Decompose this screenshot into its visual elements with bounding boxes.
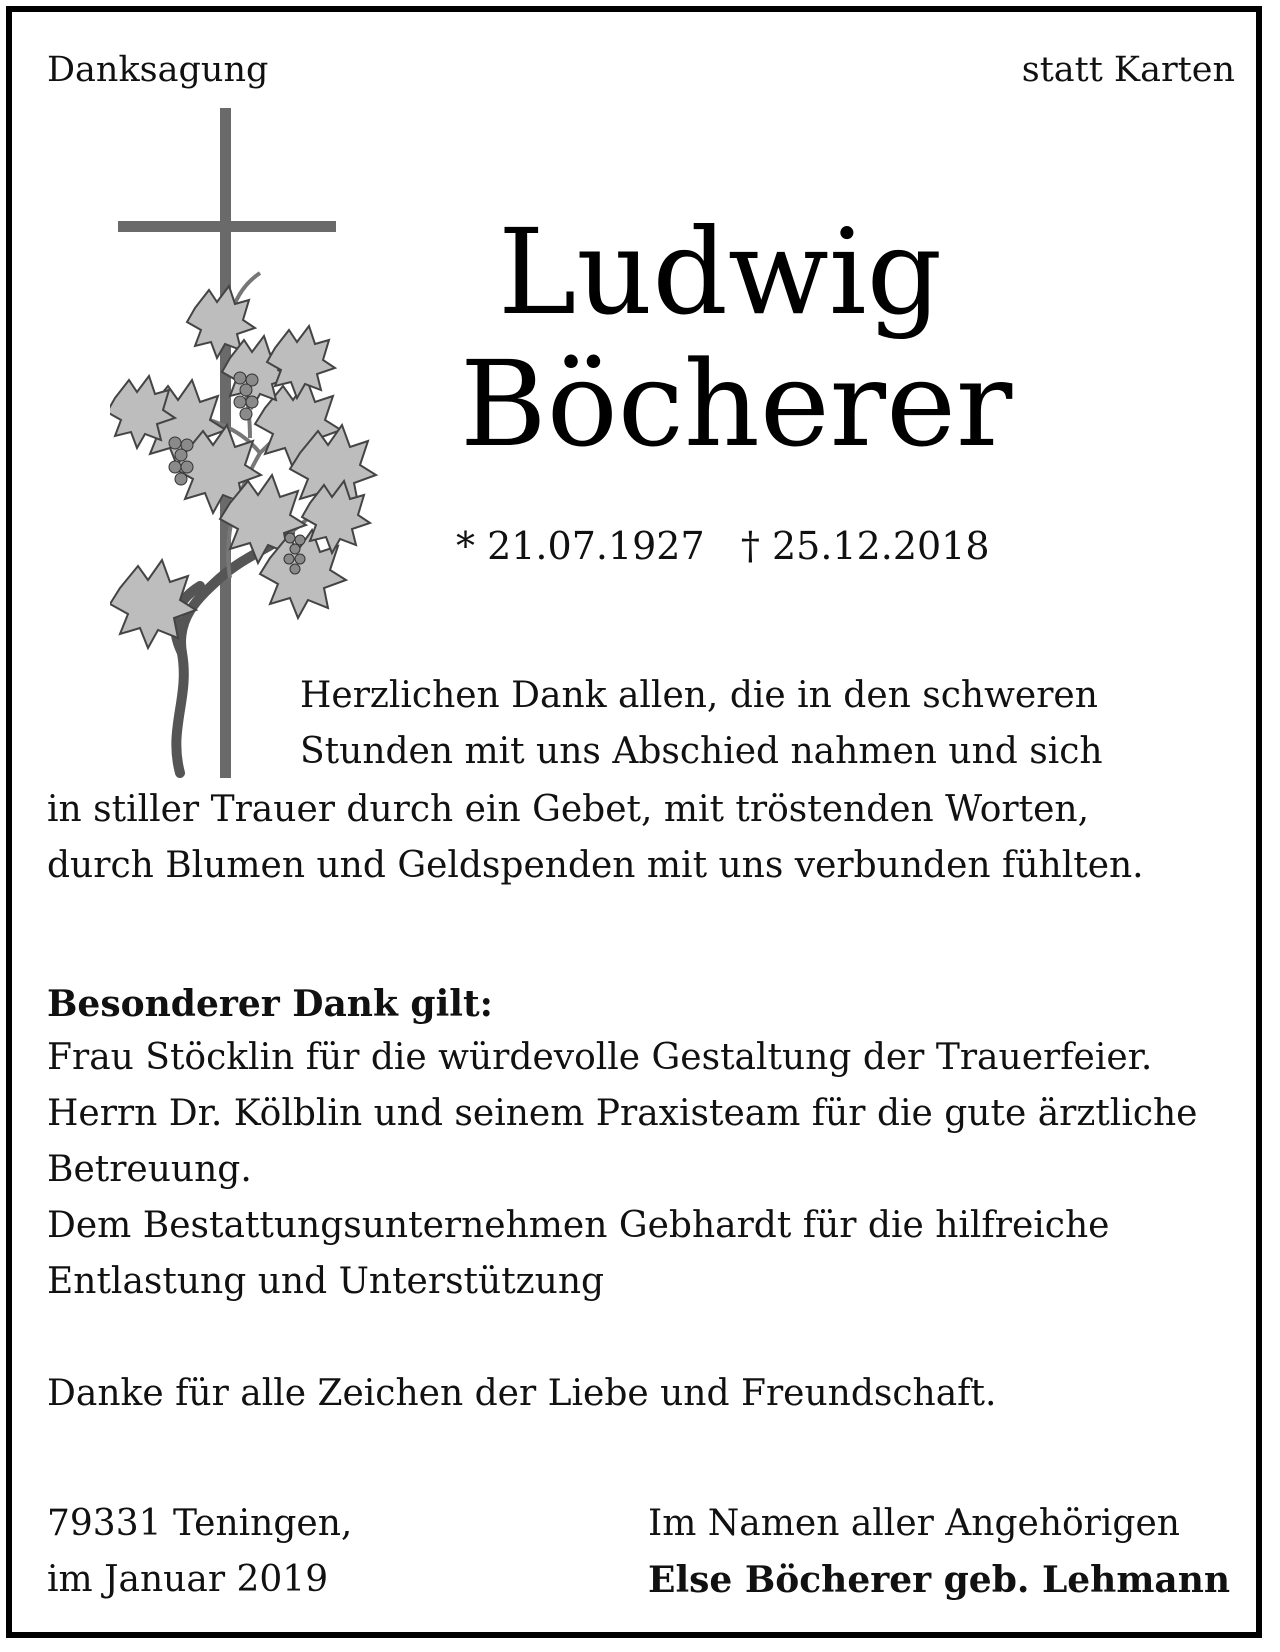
special-thanks-line-4: Dem Bestattungsunternehmen Gebhardt für die hilfreiche — [47, 1205, 1110, 1246]
header-left: Danksagung — [47, 50, 269, 90]
thanks-line-4: durch Blumen und Geldspenden mit uns verbunden fühlten. — [47, 845, 1144, 886]
life-dates: * 21.07.1927 † 25.12.2018 — [456, 524, 990, 568]
special-thanks-line-5: Entlastung und Unterstützung — [47, 1261, 605, 1302]
special-thanks-line-1: Frau Stöcklin für die würdevolle Gestaltung der Trauerfeier. — [47, 1037, 1153, 1078]
footer-date: im Januar 2019 — [47, 1559, 329, 1600]
footer-on-behalf: Im Namen aller Angehörigen — [648, 1503, 1180, 1544]
special-thanks-heading: Besonderer Dank gilt: — [47, 983, 493, 1025]
thanks-line-3: in stiller Trauer durch ein Gebet, mit tröstenden Worten, — [47, 789, 1090, 830]
deceased-last-name: Böcherer — [460, 335, 1013, 473]
footer-signatory: Else Böcherer geb. Lehmann — [648, 1559, 1231, 1601]
header-right: statt Karten — [1021, 50, 1235, 90]
closing-line: Danke für alle Zeichen der Liebe und Freundschaft. — [47, 1373, 997, 1414]
footer-place: 79331 Teningen, — [47, 1503, 353, 1544]
deceased-first-name: Ludwig — [498, 203, 943, 341]
special-thanks-line-3: Betreuung. — [47, 1149, 252, 1190]
thanks-line-1: Herzlichen Dank allen, die in den schweren — [300, 675, 1098, 716]
thanks-line-2: Stunden mit uns Abschied nahmen und sich — [300, 731, 1103, 772]
special-thanks-line-2: Herrn Dr. Kölblin und seinem Praxisteam für die gute ärztliche — [47, 1093, 1198, 1134]
